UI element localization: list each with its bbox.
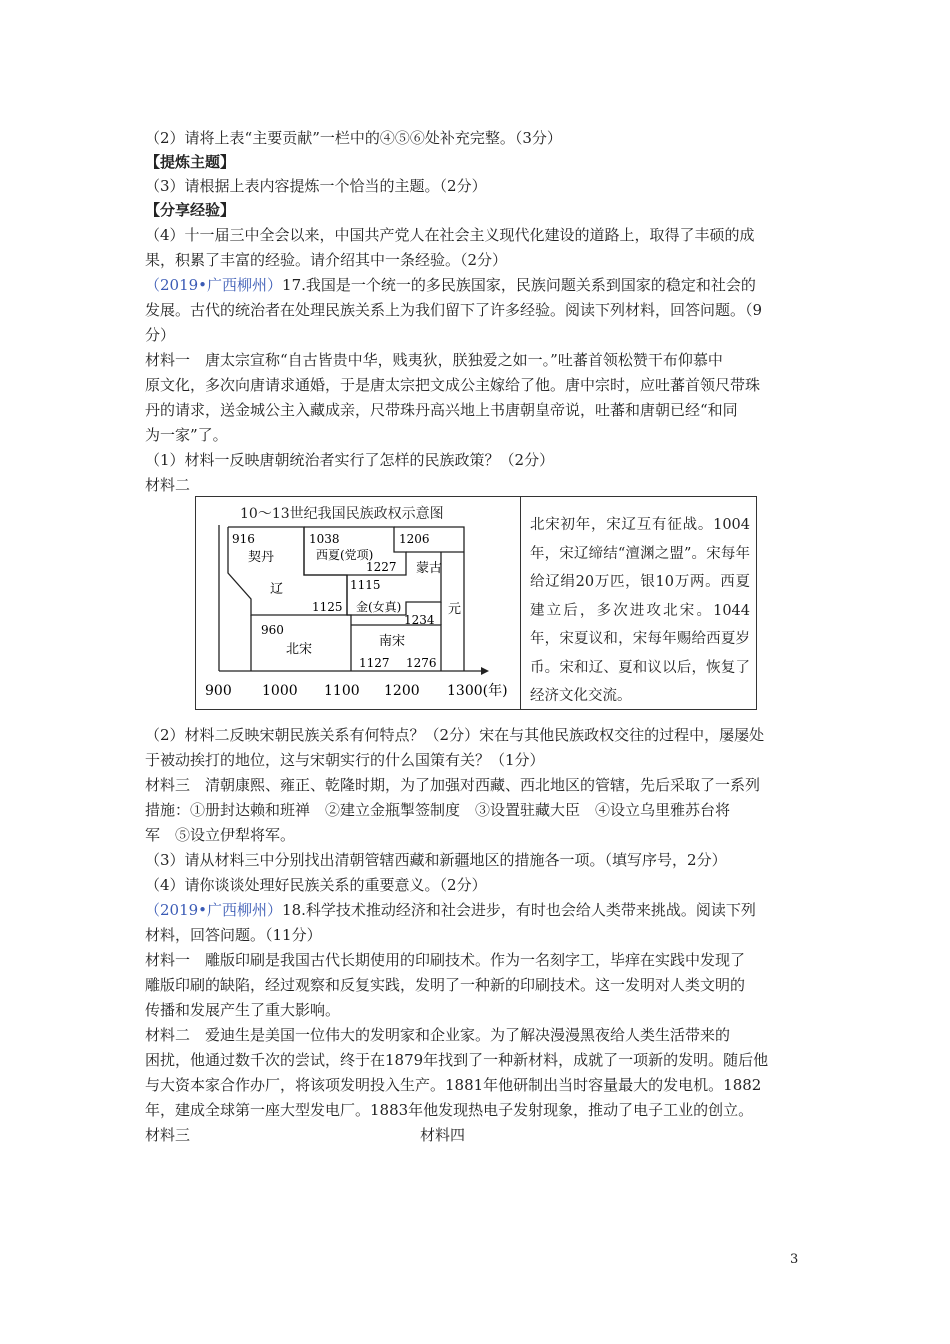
question-18-stem: 18.科学技术推动经济和社会进步，有时也会给人类带来挑战。阅读下列 <box>282 901 756 919</box>
region-liao: 辽 <box>270 582 284 597</box>
material-1-line-1: 材料一 唐太宗宣称“自古皆贵中华，贱夷狄，朕独爱之如一。”吐蕃首领松赞干布仰慕中 <box>145 351 723 369</box>
question-17-4: （4）请你谈谈处理好民族关系的重要意义。（2分） <box>145 876 487 894</box>
region-menggu: 蒙古 <box>416 561 443 576</box>
question-18-line-1 <box>145 900 756 920</box>
q18-material-2-line-3: 与大资本家合作办厂，将该项发明投入生产。1881年他研制出当时容量最大的发电机。1882 <box>145 1076 762 1094</box>
material-3-line-2: 措施：①册封达赖和班禅 ②建立金瓶掣签制度 ③设置驻藏大臣 ④设立乌里雅苏台将 <box>145 801 731 819</box>
section-heading-share-experience: 【分享经验】 <box>145 201 236 219</box>
question-17-stem: 17.我国是一个统一的多民族国家，民族问题关系到国家的稳定和社会的 <box>282 276 756 294</box>
region-qidan: 契丹 <box>248 550 275 565</box>
q18-material-1-line-1: 材料一 雕版印刷是我国古代长期使用的印刷技术。作为一名刻字工，毕痒在实践中发现了 <box>145 951 746 969</box>
region-nansong: 南宋 <box>379 634 406 649</box>
ethnic-regimes-figure <box>195 496 757 710</box>
section-heading-refine-theme: 【提炼主题】 <box>145 153 236 171</box>
q18-material-1-line-2: 雕版印刷的缺陷，经过观察和反复实践，发明了一种新的印刷技术。这一发明对人类文明的 <box>145 976 746 994</box>
question-17-line-1 <box>145 275 756 295</box>
question-18-source: （2019•广西柳州） <box>145 901 283 919</box>
question-3-instruction: （3）请根据上表内容提炼一个恰当的主题。（2分） <box>145 177 487 195</box>
year-label: 1206 <box>399 532 430 546</box>
q18-material-3-label: 材料三 <box>145 1126 191 1144</box>
x-tick-label: 1300(年) <box>447 683 508 699</box>
x-tick-label: 900 <box>205 683 232 699</box>
q18-material-2-line-1: 材料二 爱迪生是美国一位伟大的发明家和企业家。为了解决漫漫黑夜给人类生活带来的 <box>145 1026 731 1044</box>
year-label: 1115 <box>350 578 381 592</box>
x-tick-label: 1100 <box>324 683 360 699</box>
region-xixia: 西夏(党项) <box>316 548 374 562</box>
material-2-label: 材料二 <box>145 476 191 494</box>
material-1-line-3: 丹的请求，送金城公主入藏成亲，尺带珠丹高兴地上书唐朝皇帝说，吐蕃和唐朝已经“和同 <box>145 401 738 419</box>
map-divider <box>520 497 521 709</box>
year-label: 1127 <box>359 656 390 670</box>
question-17-line-2: 发展。古代的统治者在处理民族关系上为我们留下了许多经验。阅读下列材料，回答问题。（9 <box>145 301 763 319</box>
question-17-2-line-2: 于被动挨打的地位，这与宋朝实行的什么国策有关？（1分） <box>145 751 545 769</box>
material-1-line-4: 为一家”了。 <box>145 426 228 444</box>
material-3-line-1: 材料三 清朝康熙、雍正、乾隆时期，为了加强对西藏、西北地区的管辖，先后采取了一系列 <box>145 776 761 794</box>
question-17-source: （2019•广西柳州） <box>145 276 283 294</box>
question-2-instruction: （2）请将上表“主要贡献”一栏中的④⑤⑥处补充完整。（3分） <box>145 129 562 147</box>
map-description: 北宋初年，宋辽互有征战。1004年，宋辽缔结“澶渊之盟”。宋每年给辽绢20万匹，银10万两。西夏建立后，多次进攻北宋。1044年，宋夏议和，宋每年赐给西夏岁币。宋和辽、夏和议以后，恢复了经济文化交流。 <box>530 517 750 704</box>
year-label: 1125 <box>312 600 343 614</box>
year-label: 1234 <box>404 613 435 627</box>
question-18-line-2: 材料，回答问题。（11分） <box>145 926 322 944</box>
map-title: 10～13世纪我国民族政权示意图 <box>240 506 444 522</box>
question-17-line-3: 分） <box>145 326 176 344</box>
q18-material-2-line-2: 困扰，他通过数千次的尝试，终于在1879年找到了一种新材料，成就了一项新的发明。随后他 <box>145 1051 769 1069</box>
question-4-line-2: 果，积累了丰富的经验。请介绍其中一条经验。（2分） <box>145 251 508 269</box>
region-beisong: 北宋 <box>286 642 313 657</box>
q18-material-1-line-3: 传播和发展产生了重大影响。 <box>145 1001 341 1019</box>
regime-timeline-diagram <box>196 497 520 709</box>
region-jin: 金(女真) <box>356 600 402 614</box>
year-label: 960 <box>261 623 284 637</box>
year-label: 1227 <box>366 560 397 574</box>
year-label: 1276 <box>406 656 437 670</box>
material-3-line-3: 军 ⑤设立伊犁将军。 <box>145 826 296 844</box>
question-17-2-line-1: （2）材料二反映宋朝民族关系有何特点？（2分）宋在与其他民族政权交往的过程中，屡屡处 <box>145 726 765 744</box>
year-label: 916 <box>232 532 255 546</box>
question-17-1: （1）材料一反映唐朝统治者实行了怎样的民族政策？（2分） <box>145 451 555 469</box>
page-number: 3 <box>790 1252 799 1267</box>
q18-material-4-label: 材料四 <box>420 1126 466 1144</box>
x-tick-label: 1200 <box>384 683 420 699</box>
region-yuan: 元 <box>448 602 462 617</box>
question-17-3: （3）请从材料三中分别找出清朝管辖西藏和新疆地区的措施各一项。（填写序号，2分） <box>145 851 727 869</box>
question-4-line-1: （4）十一届三中全会以来，中国共产党人在社会主义现代化建设的道路上，取得了丰硕的成 <box>145 226 755 244</box>
x-tick-label: 1000 <box>262 683 298 699</box>
year-label: 1038 <box>309 532 340 546</box>
material-1-line-2: 原文化，多次向唐请求通婚，于是唐太宗把文成公主嫁给了他。唐中宗时，应吐蕃首领尺带珠 <box>145 376 761 394</box>
q18-material-2-line-4: 年，建成全球第一座大型发电厂。1883年他发现热电子发射现象，推动了电子工业的创立。 <box>145 1101 754 1119</box>
